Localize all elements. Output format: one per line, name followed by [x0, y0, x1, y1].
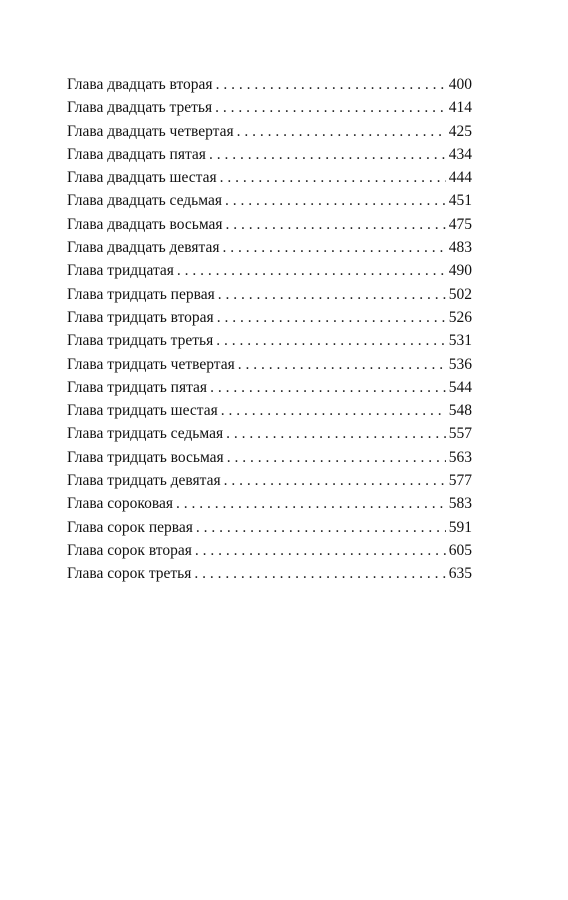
toc-entry [67, 422, 472, 445]
chapter-title: Глава сорок вторая [67, 541, 192, 559]
toc-entry [67, 446, 472, 469]
page-number: 400 [448, 76, 472, 93]
chapter-title: Глава двадцать седьмая [67, 192, 222, 210]
chapter-title: Глава двадцать четвертая [67, 122, 234, 140]
dot-leader [226, 422, 446, 445]
toc-entry [67, 516, 472, 539]
toc-entry [67, 120, 472, 143]
toc-entry [67, 306, 472, 329]
toc-entry [67, 73, 472, 96]
chapter-title: Глава тридцатая [67, 262, 174, 280]
toc-entry [67, 399, 472, 422]
page-number: 526 [448, 308, 472, 326]
page-number: 475 [448, 215, 472, 233]
table-of-contents [67, 73, 472, 586]
dot-leader [209, 143, 446, 166]
chapter-title: Глава двадцать третья [67, 99, 213, 117]
dot-leader [177, 259, 446, 282]
dot-leader [226, 213, 446, 236]
chapter-title: Глава двадцать пятая [67, 145, 206, 163]
dot-leader [196, 516, 446, 539]
chapter-title: Глава тридцать девятая [67, 472, 221, 490]
toc-entry [67, 539, 472, 562]
page-number: 557 [448, 425, 472, 443]
page-number: 531 [448, 332, 472, 350]
page-number: 548 [448, 402, 472, 420]
toc-entry [67, 469, 472, 492]
dot-leader [215, 96, 446, 119]
chapter-title: Глава сорок первая [67, 518, 193, 536]
chapter-title: Глава тридцать третья [67, 332, 214, 350]
toc-entry [67, 213, 472, 236]
page-number: 635 [448, 565, 472, 583]
chapter-title: Глава двадцать восьмая [67, 215, 223, 233]
page-number: 490 [448, 262, 472, 280]
chapter-title: Глава тридцать вторая [67, 308, 214, 326]
toc-entry [67, 236, 472, 259]
page-number: 577 [448, 472, 472, 490]
chapter-title: Глава тридцать восьмая [67, 448, 224, 466]
dot-leader [238, 353, 446, 376]
toc-entry [67, 353, 472, 376]
chapter-title: Глава тридцать шестая [67, 402, 218, 420]
chapter-title: Глава тридцать пятая [67, 378, 208, 396]
dot-leader [194, 562, 445, 585]
dot-leader [216, 73, 446, 96]
toc-entry [67, 96, 472, 119]
page-number: 563 [448, 448, 472, 466]
chapter-title: Глава двадцать девятая [67, 239, 220, 257]
page-number: 544 [448, 378, 472, 396]
page-number: 483 [448, 239, 472, 257]
dot-leader [224, 469, 446, 492]
dot-leader [210, 376, 446, 399]
toc-entry [67, 376, 472, 399]
toc-entry [67, 143, 472, 166]
dot-leader [220, 166, 446, 189]
dot-leader [221, 399, 446, 422]
page-number: 425 [448, 122, 472, 140]
chapter-title: Глава тридцать четвертая [67, 355, 235, 373]
toc-entry [67, 259, 472, 282]
chapter-title: Глава двадцать шестая [67, 169, 217, 187]
page-number: 434 [448, 145, 472, 163]
dot-leader [216, 329, 446, 352]
dot-leader [217, 306, 446, 329]
toc-entry [67, 492, 472, 515]
toc-entry [67, 166, 472, 189]
toc-entry [67, 283, 472, 306]
page-number: 451 [448, 192, 472, 210]
toc-entry [67, 562, 472, 585]
dot-leader [225, 189, 446, 212]
chapter-title: Глава двадцать вторая [67, 76, 213, 93]
page-number: 583 [448, 495, 472, 513]
chapter-title: Глава сорок третья [67, 565, 192, 583]
chapter-title: Глава тридцать первая [67, 285, 215, 303]
dot-leader [237, 120, 446, 143]
chapter-title: Глава сороковая [67, 495, 174, 513]
chapter-title: Глава тридцать седьмая [67, 425, 224, 443]
page-number: 605 [448, 541, 472, 559]
page-number: 414 [448, 99, 472, 117]
dot-leader [227, 446, 446, 469]
page-number: 444 [448, 169, 472, 187]
page-number: 591 [448, 518, 472, 536]
toc-entry [67, 189, 472, 212]
dot-leader [176, 492, 446, 515]
dot-leader [195, 539, 446, 562]
dot-leader [223, 236, 446, 259]
dot-leader [218, 283, 446, 306]
page-number: 536 [448, 355, 472, 373]
page-number: 502 [448, 285, 472, 303]
toc-entry [67, 329, 472, 352]
